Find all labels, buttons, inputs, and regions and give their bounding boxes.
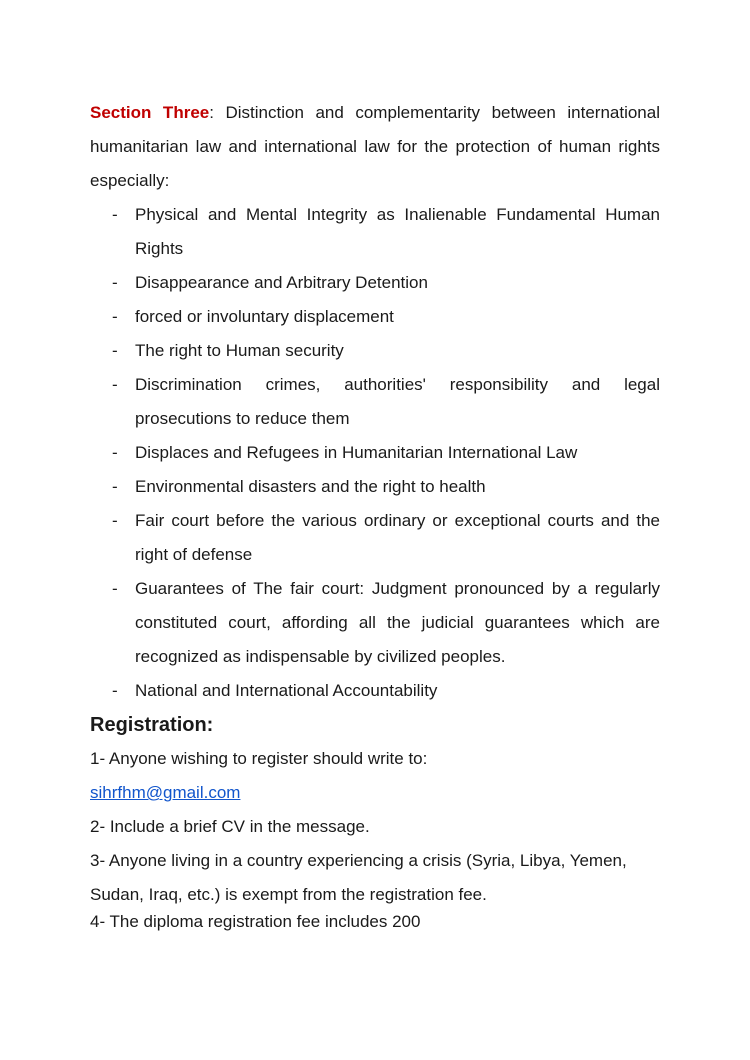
registration-line-4: 4- The diploma registration fee includes 200 bbox=[90, 912, 421, 931]
list-item-text: The right to Human security bbox=[135, 341, 344, 360]
list-item bbox=[112, 300, 660, 334]
list-item bbox=[112, 266, 660, 300]
list-item bbox=[112, 334, 660, 368]
section-three-paragraph bbox=[90, 96, 660, 198]
registration-heading: Registration: bbox=[90, 714, 214, 736]
list-item bbox=[112, 436, 660, 470]
list-item-text: Discrimination crimes, authorities' responsibility and legal prosecutions to reduce them bbox=[135, 375, 660, 428]
list-item bbox=[112, 674, 660, 708]
section-label: Section Three bbox=[90, 103, 210, 122]
list-item-text: Disappearance and Arbitrary Detention bbox=[135, 273, 428, 292]
section-colon: : bbox=[209, 103, 214, 122]
list-item-text: Fair court before the various ordinary or exceptional courts and the right of defense bbox=[135, 511, 660, 564]
list-item-text: Environmental disasters and the right to health bbox=[135, 477, 486, 496]
section-intro: Distinction and complementarity between international humanitarian law and international law for the protection of human rights especially: bbox=[90, 103, 660, 190]
list-item bbox=[112, 198, 660, 266]
bullet-dash: - bbox=[112, 443, 118, 462]
list-item bbox=[112, 504, 660, 572]
list-item bbox=[112, 572, 660, 674]
bullet-dash: - bbox=[112, 307, 118, 326]
bullet-dash: - bbox=[112, 205, 118, 224]
bullet-dash: - bbox=[112, 681, 118, 700]
list-item-text: forced or involuntary displacement bbox=[135, 307, 394, 326]
registration-line-2: 2- Include a brief CV in the message. bbox=[90, 817, 370, 836]
email-link[interactable]: sihrfhm@gmail.com bbox=[90, 783, 241, 802]
bullet-dash: - bbox=[112, 477, 118, 496]
bullet-dash: - bbox=[112, 273, 118, 292]
bullet-dash: - bbox=[112, 511, 118, 530]
list-item-text: Displaces and Refugees in Humanitarian International Law bbox=[135, 443, 578, 462]
bullet-dash: - bbox=[112, 341, 118, 360]
list-item bbox=[112, 368, 660, 436]
list-item-text: Physical and Mental Integrity as Inalienable Fundamental Human Rights bbox=[135, 205, 660, 258]
bullet-dash: - bbox=[112, 579, 118, 598]
registration-email-line bbox=[90, 776, 660, 810]
registration-line-1: 1- Anyone wishing to register should write to: bbox=[90, 749, 428, 768]
bullet-dash: - bbox=[112, 375, 118, 394]
list-item-text: National and International Accountability bbox=[135, 681, 438, 700]
list-item bbox=[112, 470, 660, 504]
list-item-text: Guarantees of The fair court: Judgment pronounced by a regularly constituted court, affording all the judicial guarantees which are recognized as indispensable by civilized peoples. bbox=[135, 579, 660, 666]
registration-line-3: 3- Anyone living in a country experiencing a crisis (Syria, Libya, Yemen, Sudan, Iraq, etc.) is exempt from the registration fee. bbox=[90, 851, 627, 904]
topics-list bbox=[90, 198, 660, 708]
